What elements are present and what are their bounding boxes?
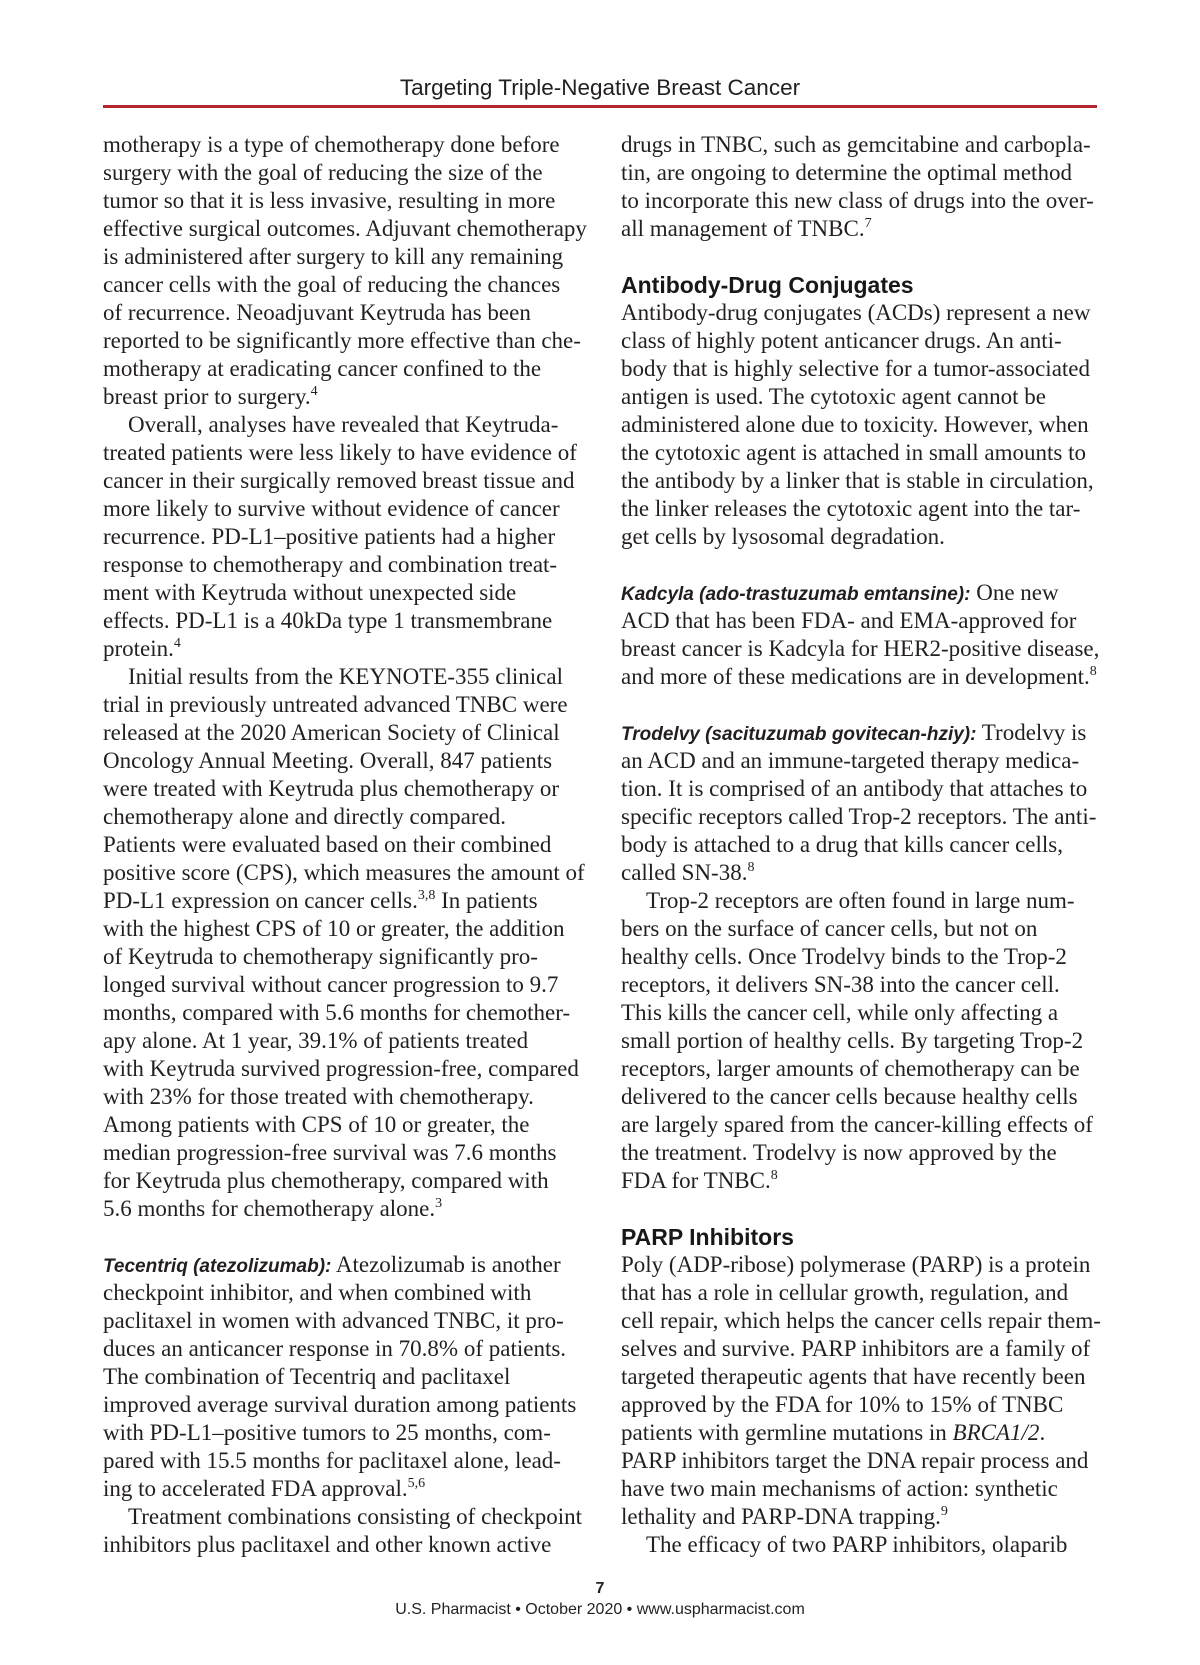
- running-title: Targeting Triple-Negative Breast Cancer: [399, 75, 801, 100]
- text-line: longed survival without cancer progression to 9.7: [103, 972, 559, 997]
- text-line: the treatment. Trodelvy is now approved by the: [621, 1140, 1057, 1165]
- text-line: Trop-2 receptors are often found in large num-: [646, 888, 1075, 913]
- text-line: Antibody-drug conjugates (ACDs) represent a new: [621, 300, 1091, 325]
- text-line: administered alone due to toxicity. However, when: [621, 412, 1089, 437]
- text-line: [621, 719, 1097, 747]
- section-heading: Antibody-Drug Conjugates: [621, 272, 914, 298]
- text-line: small portion of healthy cells. By targeting Trop-2: [621, 1028, 1084, 1053]
- text-line: [621, 1503, 1097, 1531]
- text-run: Atezolizumab is another: [331, 1252, 561, 1277]
- text-line: ACD that has been FDA- and EMA-approved for: [621, 608, 1077, 633]
- text-line: drugs in TNBC, such as gemcitabine and carbopla-: [621, 132, 1091, 157]
- text-line: have two main mechanisms of action: synthetic: [621, 1476, 1058, 1501]
- text-line: effective surgical outcomes. Adjuvant chemotherapy: [103, 216, 587, 241]
- text-line: [621, 1419, 1097, 1447]
- text-line: to incorporate this new class of drugs into the over-: [621, 188, 1094, 213]
- text-line: motherapy at eradicating cancer confined to the: [103, 356, 542, 381]
- left-column: [103, 131, 587, 1559]
- text-line: of Keytruda to chemotherapy significantly pro-: [103, 944, 538, 969]
- run-in-paragraph: [621, 579, 1100, 691]
- text-line: are largely spared from the cancer-killing effects of: [621, 1112, 1093, 1137]
- text-line: checkpoint inhibitor, and when combined with: [103, 1280, 532, 1305]
- run-in-heading: Kadcyla (ado-trastuzumab emtansine):: [621, 584, 971, 605]
- text-line: the antibody by a linker that is stable in circulation,: [621, 468, 1094, 493]
- text-line: healthy cells. Once Trodelvy binds to the Trop-2: [621, 944, 1067, 969]
- text-line: recurrence. PD-L1–positive patients had a higher: [103, 524, 556, 549]
- text-run: One new: [970, 580, 1059, 605]
- text-line: [103, 383, 584, 411]
- text-line: more likely to survive without evidence of cancer: [103, 496, 560, 521]
- text-line: [621, 215, 1097, 243]
- text-run: breast prior to surgery.: [103, 384, 311, 409]
- text-line: apy alone. At 1 year, 39.1% of patients treated: [103, 1028, 529, 1053]
- text-line: trial in previously untreated advanced TNBC were: [103, 692, 568, 717]
- text-line: the cytotoxic agent is attached in small amounts to: [621, 440, 1086, 465]
- paragraph: [103, 411, 584, 663]
- italic-term: BRCA1/2: [952, 1420, 1040, 1445]
- text-line: positive score (CPS), which measures the amount of: [103, 860, 585, 885]
- paragraph: [621, 887, 1097, 1195]
- text-line: [621, 579, 1097, 607]
- text-line: treated patients were less likely to have evidence of: [103, 440, 577, 465]
- text-run: patients with germline mutations in: [621, 1420, 953, 1445]
- text-line: effects. PD-L1 is a 40kDa type 1 transmembrane: [103, 608, 553, 633]
- text-line: Initial results from the KEYNOTE-355 clinical: [128, 664, 563, 689]
- text-run: 5.6 months for chemotherapy alone.: [103, 1196, 436, 1221]
- text-line: released at the 2020 American Society of Clinical: [103, 720, 560, 745]
- paragraph: [621, 1531, 1097, 1559]
- text-line: tion. It is comprised of an antibody that attaches to: [621, 776, 1088, 801]
- text-line: with Keytruda survived progression-free, compared: [103, 1056, 579, 1081]
- text-line: [103, 1251, 584, 1279]
- text-line: specific receptors called Trop-2 receptors. The anti-: [621, 804, 1097, 829]
- text-line: Poly (ADP-ribose) polymerase (PARP) is a protein: [621, 1252, 1091, 1277]
- text-run: Trodelvy is: [976, 720, 1087, 745]
- paragraph: [103, 1503, 584, 1559]
- text-line: median progression-free survival was 7.6 months: [103, 1140, 557, 1165]
- text-run: In patients: [435, 888, 538, 913]
- run-in-heading: Trodelvy (sacituzumab govitecan-hziy):: [621, 724, 977, 745]
- text-line: motherapy is a type of chemotherapy done before: [103, 132, 560, 157]
- text-run: all management of TNBC.: [621, 216, 865, 241]
- text-line: with PD-L1–positive tumors to 25 months, com-: [103, 1420, 551, 1445]
- text-line: surgery with the goal of reducing the size of the: [103, 160, 543, 185]
- citation-superscript: 4: [173, 636, 181, 651]
- citation-superscript: 3,8: [417, 888, 436, 903]
- text-line: cell repair, which helps the cancer cells repair them-: [621, 1308, 1101, 1333]
- text-run: FDA for TNBC.: [621, 1168, 771, 1193]
- text-line: of recurrence. Neoadjuvant Keytruda has been: [103, 300, 531, 325]
- text-line: PARP inhibitors target the DNA repair process and: [621, 1448, 1089, 1473]
- text-line: reported to be significantly more effective than che-: [103, 328, 581, 353]
- text-line: body that is highly selective for a tumor-associated: [621, 356, 1090, 381]
- citation-superscript: 8: [747, 860, 755, 875]
- text-line: paclitaxel in women with advanced TNBC, it pro-: [103, 1308, 564, 1333]
- paragraph: [103, 663, 584, 1223]
- citation-superscript: 3: [435, 1196, 443, 1211]
- text-line: that has a role in cellular growth, regulation, and: [621, 1280, 1069, 1305]
- text-line: tumor so that it is less invasive, resulting in more: [103, 188, 556, 213]
- text-line: [621, 1167, 1097, 1195]
- paragraph: [621, 299, 1097, 551]
- text-line: for Keytruda plus chemotherapy, compared with: [103, 1168, 549, 1193]
- paragraph: [621, 131, 1097, 243]
- text-line: targeted therapeutic agents that have recently been: [621, 1364, 1086, 1389]
- text-line: tin, are ongoing to determine the optimal method: [621, 160, 1072, 185]
- text-line: Overall, analyses have revealed that Keytruda-: [128, 412, 559, 437]
- text-line: cancer cells with the goal of reducing the chances: [103, 272, 561, 297]
- text-line: body is attached to a drug that kills cancer cells,: [621, 832, 1063, 857]
- text-line: an ACD and an immune-targeted therapy medica-: [621, 748, 1080, 773]
- text-line: [621, 663, 1097, 691]
- text-line: pared with 15.5 months for paclitaxel alone, lead-: [103, 1448, 561, 1473]
- text-line: with 23% for those treated with chemotherapy.: [103, 1084, 534, 1109]
- text-line: chemotherapy alone and directly compared.: [103, 804, 506, 829]
- text-line: months, compared with 5.6 months for chemother-: [103, 1000, 571, 1025]
- run-in-paragraph: [621, 719, 1097, 887]
- page-footer: U.S. Pharmacist • October 2020 • www.uspharmacist.com: [395, 1601, 805, 1618]
- text-line: ment with Keytruda without unexpected side: [103, 580, 517, 605]
- text-line: duces an anticancer response in 70.8% of patients.: [103, 1336, 567, 1361]
- text-line: bers on the surface of cancer cells, but not on: [621, 916, 1038, 941]
- text-run: called SN-38.: [621, 860, 748, 885]
- text-run: .: [1039, 1420, 1046, 1445]
- page-number: 7: [595, 1580, 605, 1597]
- text-line: [103, 635, 584, 663]
- text-line: cancer in their surgically removed breast tissue and: [103, 468, 575, 493]
- text-line: [103, 1475, 584, 1503]
- text-line: approved by the FDA for 10% to 15% of TNBC: [621, 1392, 1064, 1417]
- text-line: class of highly potent anticancer drugs. An anti-: [621, 328, 1062, 353]
- text-line: breast cancer is Kadcyla for HER2-positive disease,: [621, 636, 1100, 661]
- citation-superscript: 8: [1089, 664, 1097, 679]
- right-column: [621, 131, 1101, 1559]
- citation-superscript: 4: [310, 384, 318, 399]
- citation-superscript: 8: [770, 1168, 778, 1183]
- text-line: with the highest CPS of 10 or greater, the addition: [103, 916, 565, 941]
- text-line: is administered after surgery to kill any remaining: [103, 244, 564, 269]
- section-heading: PARP Inhibitors: [621, 1224, 794, 1250]
- citation-superscript: 9: [940, 1504, 948, 1519]
- text-line: Patients were evaluated based on their combined: [103, 832, 552, 857]
- text-run: protein.: [103, 636, 174, 661]
- text-line: The combination of Tecentriq and paclitaxel: [103, 1364, 511, 1389]
- text-line: [621, 859, 1097, 887]
- citation-superscript: 5,6: [407, 1476, 426, 1491]
- text-line: The efficacy of two PARP inhibitors, olaparib: [646, 1532, 1068, 1557]
- text-line: delivered to the cancer cells because healthy cells: [621, 1084, 1078, 1109]
- text-line: This kills the cancer cell, while only affecting a: [621, 1000, 1059, 1025]
- text-line: selves and survive. PARP inhibitors are a family of: [621, 1336, 1091, 1361]
- text-line: Oncology Annual Meeting. Overall, 847 patients: [103, 748, 553, 773]
- citation-superscript: 7: [864, 216, 872, 231]
- run-in-paragraph: [103, 1251, 584, 1503]
- text-line: receptors, larger amounts of chemotherapy can be: [621, 1056, 1080, 1081]
- text-run: lethality and PARP-DNA trapping.: [621, 1504, 941, 1529]
- text-line: [103, 887, 584, 915]
- paragraph: [103, 131, 587, 411]
- text-line: receptors, it delivers SN-38 into the cancer cell.: [621, 972, 1060, 997]
- header-rule: [103, 105, 1097, 108]
- text-line: [103, 1195, 584, 1223]
- paragraph: [621, 1251, 1101, 1531]
- text-line: Among patients with CPS of 10 or greater, the: [103, 1112, 530, 1137]
- text-line: improved average survival duration among patients: [103, 1392, 577, 1417]
- text-line: were treated with Keytruda plus chemotherapy or: [103, 776, 559, 801]
- text-line: get cells by lysosomal degradation.: [621, 524, 945, 549]
- text-run: PD-L1 expression on cancer cells.: [103, 888, 418, 913]
- text-line: the linker releases the cytotoxic agent into the tar-: [621, 496, 1081, 521]
- text-line: antigen is used. The cytotoxic agent cannot be: [621, 384, 1046, 409]
- run-in-heading: Tecentriq (atezolizumab):: [103, 1256, 332, 1277]
- text-line: response to chemotherapy and combination treat-: [103, 552, 558, 577]
- text-line: Treatment combinations consisting of checkpoint: [128, 1504, 582, 1529]
- text-run: ing to accelerated FDA approval.: [103, 1476, 408, 1501]
- text-line: inhibitors plus paclitaxel and other known active: [103, 1532, 552, 1557]
- text-run: and more of these medications are in development.: [621, 664, 1090, 689]
